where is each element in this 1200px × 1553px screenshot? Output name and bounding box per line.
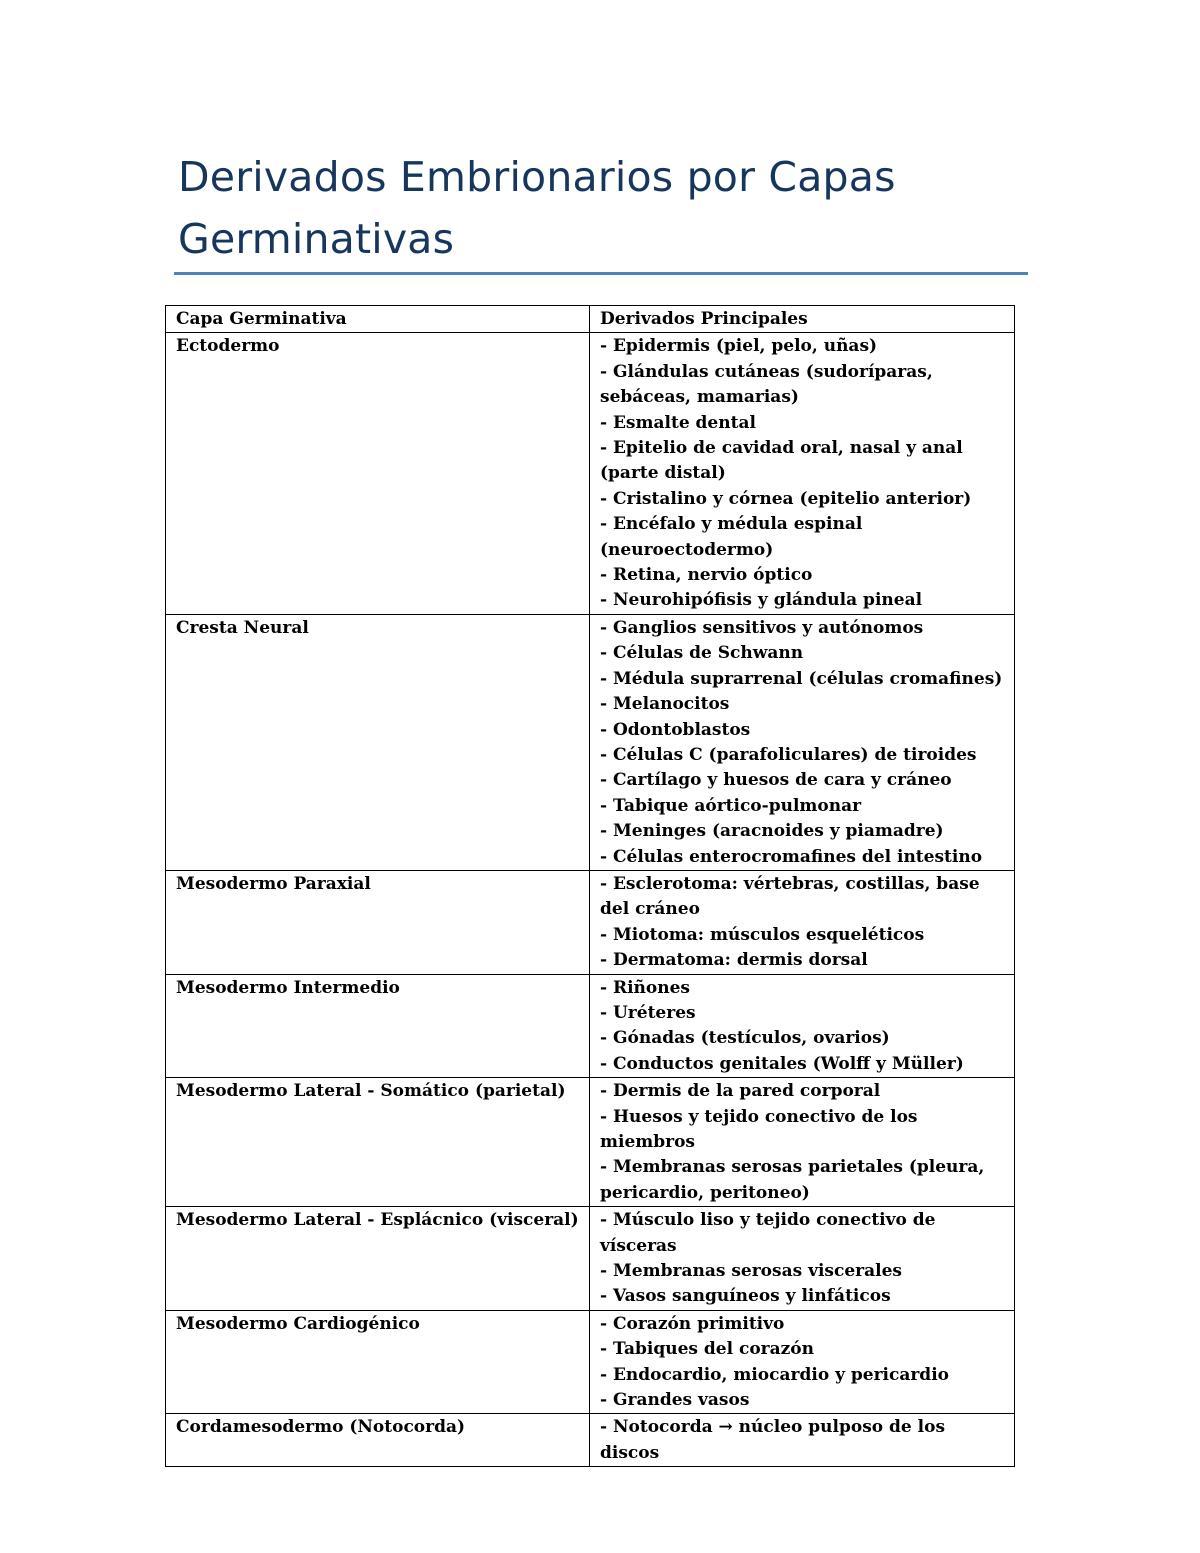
derivado-item: - Médula suprarrenal (células cromafines) <box>600 668 1003 689</box>
cell-derivados-principales <box>590 870 1015 974</box>
table-row <box>166 870 1015 974</box>
cell-capa-germinativa: Mesodermo Lateral - Somático (parietal) <box>166 1078 590 1207</box>
derivado-item: - Notocorda → núcleo pulposo de los discos <box>600 1417 946 1463</box>
table-row <box>166 1414 1015 1467</box>
cell-capa-germinativa: Mesodermo Paraxial <box>166 870 590 974</box>
derivado-item: - Riñones <box>600 977 691 998</box>
derivado-item: - Huesos y tejido conectivo de los miembros <box>600 1106 918 1152</box>
derivado-item: - Endocardio, miocardio y pericardio <box>600 1364 949 1385</box>
cell-derivados-principales <box>590 974 1015 1078</box>
derivado-item: - Células enterocromafines del intestino <box>600 846 983 867</box>
derivado-item: - Gónadas (testículos, ovarios) <box>600 1028 890 1049</box>
cell-capa-germinativa: Mesodermo Cardiogénico <box>166 1310 590 1414</box>
derivado-item: - Uréteres <box>600 1002 696 1023</box>
derivado-item: - Neurohipófisis y glándula pineal <box>600 590 923 611</box>
derivado-item: - Tabique aórtico-pulmonar <box>600 795 862 816</box>
cell-derivados-principales <box>590 1078 1015 1207</box>
derivado-item: - Melanocitos <box>600 694 730 715</box>
table-header-row <box>166 306 1015 333</box>
derivado-item: - Ganglios sensitivos y autónomos <box>600 617 924 638</box>
cell-capa-germinativa: Cresta Neural <box>166 614 590 870</box>
table-row <box>166 333 1015 614</box>
derivado-item: - Vasos sanguíneos y linfáticos <box>600 1286 891 1307</box>
derivado-item: - Odontoblastos <box>600 719 751 740</box>
title-underline-rule <box>174 272 1028 275</box>
derivado-item: - Dermatoma: dermis dorsal <box>600 950 868 971</box>
derivado-item: - Miotoma: músculos esqueléticos <box>600 924 925 945</box>
table-row <box>166 1207 1015 1311</box>
header-capa-germinativa: Capa Germinativa <box>166 306 590 333</box>
germ-layer-derivatives-table <box>165 305 1015 1467</box>
header-derivados-principales: Derivados Principales <box>590 306 1015 333</box>
document-title: Derivados Embrionarios por Capas Germinativas <box>178 153 896 263</box>
derivado-item: - Células de Schwann <box>600 643 804 664</box>
table-body <box>166 333 1015 1467</box>
table-row <box>166 974 1015 1078</box>
cell-derivados-principales <box>590 1310 1015 1414</box>
cell-derivados-principales <box>590 1414 1015 1467</box>
table-header <box>166 306 1015 333</box>
derivado-item: - Grandes vasos <box>600 1390 750 1411</box>
derivado-item: - Cristalino y córnea (epitelio anterior) <box>600 488 972 509</box>
derivado-item: - Meninges (aracnoides y piamadre) <box>600 821 944 842</box>
cell-capa-germinativa: Ectodermo <box>166 333 590 614</box>
cell-derivados-principales <box>590 614 1015 870</box>
cell-capa-germinativa: Cordamesodermo (Notocorda) <box>166 1414 590 1467</box>
derivado-item: - Retina, nervio óptico <box>600 565 813 586</box>
derivado-item: - Conductos genitales (Wolff y Müller) <box>600 1053 964 1074</box>
derivado-item: - Glándulas cutáneas (sudoríparas, sebáceas, mamarias) <box>600 361 933 408</box>
derivado-item: - Epitelio de cavidad oral, nasal y anal (parte distal) <box>600 438 963 484</box>
derivado-item: - Esclerotoma: vértebras, costillas, base del cráneo <box>600 873 980 920</box>
derivado-item: - Músculo liso y tejido conectivo de vísceras <box>600 1210 936 1256</box>
derivado-item: - Células C (parafoliculares) de tiroides <box>600 744 977 765</box>
derivado-item: - Membranas serosas viscerales <box>600 1261 902 1282</box>
table-row <box>166 1310 1015 1414</box>
derivado-item: - Esmalte dental <box>600 412 756 433</box>
derivado-item: - Corazón primitivo <box>600 1313 785 1334</box>
cell-derivados-principales <box>590 1207 1015 1311</box>
derivado-item: - Epidermis (piel, pelo, uñas) <box>600 336 878 357</box>
derivado-item: - Encéfalo y médula espinal (neuroectodermo) <box>600 514 863 560</box>
derivado-item: - Cartílago y huesos de cara y cráneo <box>600 770 952 791</box>
cell-derivados-principales <box>590 333 1015 614</box>
derivado-item: - Dermis de la pared corporal <box>600 1081 881 1102</box>
cell-capa-germinativa: Mesodermo Intermedio <box>166 974 590 1078</box>
cell-capa-germinativa: Mesodermo Lateral - Esplácnico (visceral) <box>166 1207 590 1311</box>
derivado-item: - Tabiques del corazón <box>600 1339 815 1360</box>
table-row <box>166 1078 1015 1207</box>
table-row <box>166 614 1015 870</box>
derivado-item: - Membranas serosas parietales (pleura, pericardio, peritoneo) <box>600 1157 985 1203</box>
